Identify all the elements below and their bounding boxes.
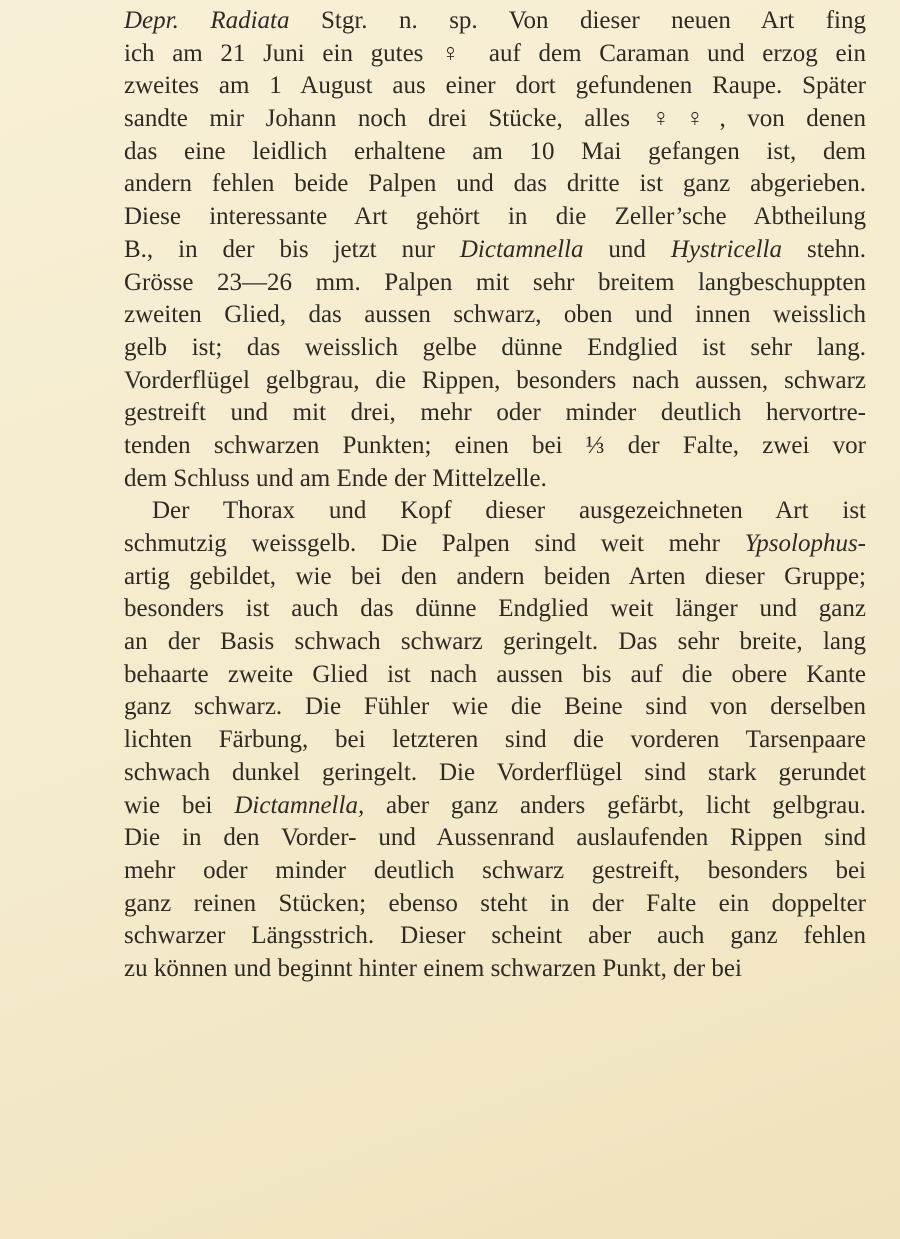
text-run: Vorderflügel gelbgrau, die Rippen, besonders nach aussen, schwarz: [124, 366, 866, 394]
text-line: [124, 267, 866, 300]
text-run: stehn.: [782, 235, 866, 263]
text-line: [124, 365, 866, 398]
text-line: [124, 790, 866, 823]
text-line: [124, 561, 866, 594]
text-line: [124, 103, 866, 136]
text-line: [124, 201, 866, 234]
text-run: sandte mir Johann noch drei Stücke, alles ♀♀, von denen: [124, 105, 866, 133]
italic-term: Hystricella: [670, 235, 782, 263]
text-line: [124, 920, 866, 953]
text-run: das eine leidlich erhaltene am 10 Mai gefangen ist, dem: [124, 137, 866, 165]
text-run: schwach dunkel geringelt. Die Vorderflügel sind stark gerundet: [124, 758, 866, 786]
italic-term: Dictamnella,: [234, 791, 365, 819]
text-line: [124, 593, 866, 626]
text-line: [124, 528, 866, 561]
body-text: [124, 5, 866, 986]
text-run: ganz schwarz. Die Fühler wie die Beine sind von derselben: [124, 693, 866, 721]
text-run: und: [583, 235, 671, 263]
text-run: Der Thorax und Kopf dieser ausgezeichneten Art ist: [152, 497, 866, 525]
text-run: schmutzig weissgelb. Die Palpen sind weit mehr: [124, 530, 745, 557]
text-run: tenden schwarzen Punkten; einen bei ⅓ der Falte, zwei vor: [124, 431, 866, 459]
text-run: zu können und beginnt hinter einem schwarzen Punkt, der bei: [124, 954, 742, 982]
text-line: [124, 822, 866, 855]
text-run: gestreift und mit drei, mehr oder minder deutlich hervortre-: [124, 399, 866, 427]
text-line: [124, 38, 866, 71]
italic-term: Dictamnella: [459, 235, 584, 263]
text-run: besonders ist auch das dünne Endglied weit länger und ganz: [124, 595, 866, 623]
text-run: an der Basis schwach schwarz geringelt. Das sehr breite, lang: [124, 628, 866, 656]
text-run: artig gebildet, wie bei den andern beiden Arten dieser Gruppe;: [124, 562, 866, 590]
italic-term: Radiata: [210, 7, 290, 34]
text-run: mehr oder minder deutlich schwarz gestreift, besonders bei: [124, 856, 866, 884]
text-run: andern fehlen beide Palpen und das dritte ist ganz abgerieben.: [124, 170, 866, 198]
text-line: [124, 888, 866, 921]
text-run: Die in den Vorder- und Aussenrand auslaufenden Rippen sind: [124, 824, 866, 852]
text-line: [124, 168, 866, 201]
text-line: [124, 659, 866, 692]
text-run: ganz reinen Stücken; ebenso steht in der Falte ein doppelter: [124, 889, 866, 917]
text-line: [124, 397, 866, 430]
italic-term: Ypsolophus-: [744, 530, 866, 557]
text-line: [124, 626, 866, 659]
text-run: B., in der bis jetzt nur: [124, 235, 460, 263]
text-line: [124, 724, 866, 757]
text-run: Diese interessante Art gehört in die Zeller’sche Abtheilung: [124, 203, 866, 231]
text-line: [124, 70, 866, 103]
text-line: [124, 430, 866, 463]
text-line: [124, 5, 866, 38]
text-line: [124, 234, 866, 267]
text-line: [124, 495, 866, 528]
text-run: [179, 7, 210, 34]
text-line: [124, 332, 866, 365]
text-line: [124, 299, 866, 332]
text-run: Stgr. n. sp. Von dieser neuen Art fing: [289, 7, 866, 34]
text-run: zweiten Glied, das aussen schwarz, oben und innen weisslich: [124, 301, 866, 329]
text-run: dem Schluss und am Ende der Mittelzelle.: [124, 464, 547, 492]
text-line: [124, 953, 866, 986]
text-run: gelb ist; das weisslich gelbe dünne Endglied ist sehr lang.: [124, 333, 866, 361]
text-run: zweites am 1 August aus einer dort gefundenen Raupe. Später: [124, 72, 866, 100]
text-line: [124, 136, 866, 169]
text-line: [124, 757, 866, 790]
text-run: ich am 21 Juni ein gutes ♀ auf dem Caraman und erzog ein: [124, 39, 866, 67]
text-run: schwarzer Längsstrich. Dieser scheint aber auch ganz fehlen: [124, 922, 866, 950]
text-line: [124, 463, 866, 496]
text-run: wie bei: [124, 791, 235, 819]
text-run: Grösse 23—26 mm. Palpen mit sehr breitem langbeschuppten: [124, 268, 866, 296]
text-run: aber ganz anders gefärbt, licht gelbgrau.: [364, 791, 866, 819]
text-line: [124, 691, 866, 724]
text-run: lichten Färbung, bei letzteren sind die vorderen Tarsenpaare: [124, 726, 866, 754]
text-line: [124, 855, 866, 888]
text-run: behaarte zweite Glied ist nach aussen bis auf die obere Kante: [124, 660, 866, 688]
italic-term: Depr.: [124, 7, 179, 34]
